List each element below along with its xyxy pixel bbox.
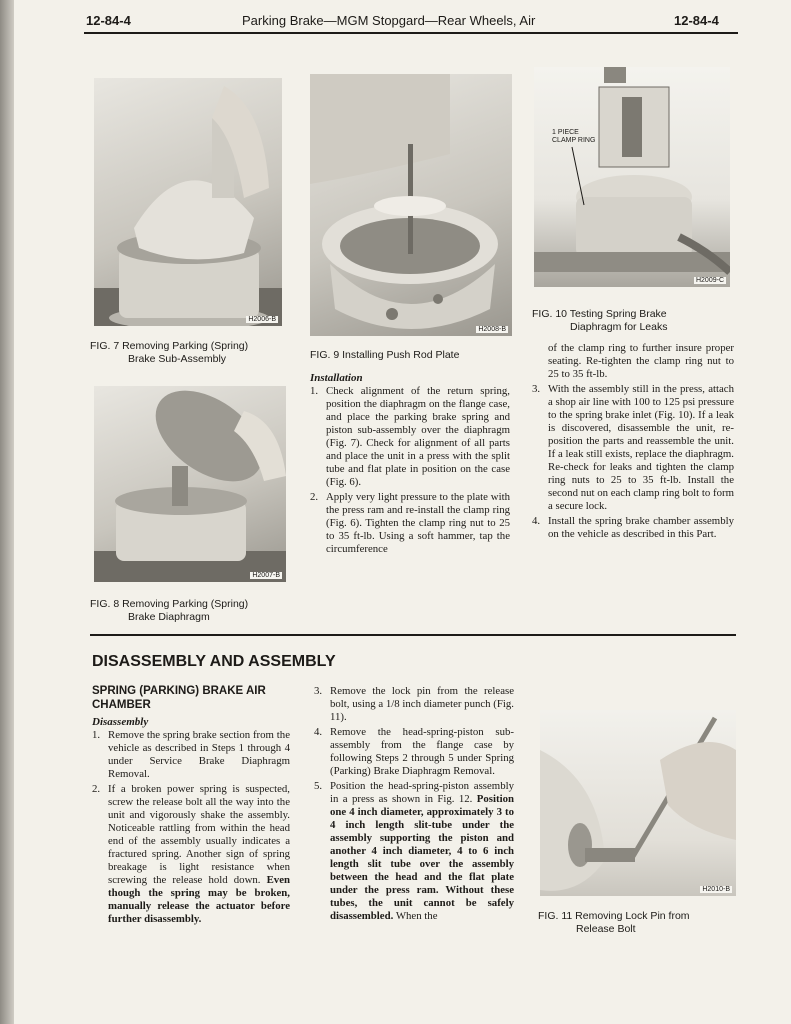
fig7-caption-line2: Brake Sub-Assembly — [128, 353, 227, 365]
installation-heading: Installation — [310, 372, 363, 384]
subsection-title — [92, 684, 290, 712]
step-text: Check alignment of the return spring, position the diaphragm on the flange case, and place the parking brake spring and piston sub-assembly over the diaphragm (Fig. 7). Check for alignment of all parts and place the unit in a press with the split tube and flat plate in position on the case (Fig. 6). — [326, 385, 510, 488]
subsection-title-line1: SPRING (PARKING) BRAKE AIR — [92, 685, 266, 697]
brake-assembly-illustration — [94, 78, 282, 326]
disassembly-step-2 — [92, 783, 290, 926]
diaphragm-illustration — [94, 386, 286, 582]
step-warning: Even though the spring may be broken, manually release the actuator before further disassembly. — [108, 874, 290, 925]
disassembly-step-5 — [314, 780, 514, 923]
fig10-code: H2009-C — [695, 277, 724, 284]
fig10-caption-line1: FIG. 10 Testing Spring Brake — [532, 308, 667, 320]
page-title: Parking Brake—MGM Stopgard—Rear Wheels, Air — [242, 13, 536, 28]
installation-step-2 — [310, 491, 510, 556]
disassembly-subheading: Disassembly — [92, 716, 149, 728]
page-number-left: 12-84-4 — [86, 13, 131, 28]
fig10-caption-line2: Diaphragm for Leaks — [570, 321, 668, 333]
step-text: Remove the lock pin from the release bolt, using a 1/8 inch diameter punch (Fig. 11). — [330, 685, 514, 723]
spring-brake-test-illustration — [534, 67, 730, 287]
step-number: 3. — [314, 685, 323, 697]
section-title: DISASSEMBLY AND ASSEMBLY — [92, 653, 336, 670]
fig7-caption — [90, 340, 248, 366]
step-text: With the assembly still in the press, attach a shop air line with 100 to 125 psi pressure to the spring brake inlet (Fig. 10). If a leak is discovered, disassemble the unit, re-position the parts and reassemble the unit. If a leak still exists, replace the diaphragm. Re-check for leaks and tighten the clamp ring nuts to 25 to 35 ft-lb. Install the second nut on each clamp ring bolt to form a secure lock. — [548, 383, 734, 512]
fig11-photo — [540, 710, 736, 896]
fig7-code: H2006-B — [248, 316, 276, 323]
fig10-callout — [552, 129, 595, 145]
header-rule — [84, 32, 738, 34]
step-number: 1. — [310, 385, 319, 397]
fig11-caption — [538, 910, 690, 936]
installation-section — [310, 372, 510, 558]
step-number: 3. — [532, 383, 541, 395]
push-rod-plate-illustration — [310, 74, 512, 336]
fig9-photo — [310, 74, 512, 336]
step-text: Apply very light pressure to the plate with the press ram and re-install the clamp ring (Fig. 6). Tighten the clamp ring nut to 25 to 35 ft-lb. Using a soft hammer, tap the circumference — [326, 491, 510, 555]
installation-steps-continued — [532, 383, 734, 541]
book-spine-shadow — [0, 0, 14, 1024]
disassembly-step-4 — [314, 726, 514, 778]
step-number: 1. — [92, 729, 101, 741]
step-text-tail: When the — [395, 910, 438, 922]
fig7-caption-line1: FIG. 7 Removing Parking (Spring) — [90, 340, 249, 352]
fig10-callout-line1: 1 PIECE — [552, 129, 579, 136]
installation-step-4 — [532, 515, 734, 541]
page-number-right: 12-84-4 — [674, 13, 719, 28]
disassembly-middle-column — [314, 685, 514, 925]
fig9-code: H2008-B — [478, 326, 506, 333]
disassembly-left-column — [92, 684, 290, 928]
step-text: Remove the spring brake section from the vehicle as described in Steps 1 through 4 under Service Brake Diaphragm Removal. — [108, 729, 290, 780]
step-warning: Position one 4 inch diameter, approximately 3 to 4 inch length slit-tube under the assembly supporting the piston and another 4 inch diameter, 4 to 6 inch length slit tube over the assembly between the head and the flat plate under the press ram. Without these tubes, the unit cannot be safely disassembled. — [330, 793, 514, 922]
installation-continuation: of the clamp ring to further insure proper seating. Re-tighten the clamp ring nut to 25 to 35 ft-lb. — [548, 342, 734, 380]
disassembly-steps-left — [92, 729, 290, 926]
installation-step-3 — [532, 383, 734, 513]
installation-step-1 — [310, 385, 510, 489]
subsection-title-line2: CHAMBER — [92, 699, 151, 711]
fig8-caption-line1: FIG. 8 Removing Parking (Spring) — [90, 598, 249, 610]
disassembly-step-3 — [314, 685, 514, 724]
step-number: 2. — [92, 783, 101, 795]
fig8-code: H2007-B — [252, 572, 280, 579]
fig11-caption-line1: FIG. 11 Removing Lock Pin from — [538, 910, 690, 922]
step-text: Install the spring brake chamber assembly on the vehicle as described in this Part. — [548, 515, 734, 540]
disassembly-step-1 — [92, 729, 290, 781]
fig11-caption-line2: Release Bolt — [576, 923, 636, 935]
step-text: Position the head-spring-piston assembly in a press as shown in Fig. 12. — [330, 780, 514, 805]
fig9-caption: FIG. 9 Installing Push Rod Plate — [310, 349, 460, 361]
step-number: 2. — [310, 491, 319, 503]
fig7-photo — [94, 78, 282, 326]
installation-continued — [532, 342, 734, 543]
step-text: Remove the head-spring-piston sub-assembly from the flange case by following Steps 2 through 5 under Spring (Parking) Brake Diaphragm Removal. — [330, 726, 514, 777]
disassembly-steps-middle — [314, 685, 514, 923]
fig10-caption — [532, 308, 667, 334]
installation-steps — [310, 385, 510, 556]
fig10-photo — [534, 67, 730, 287]
step-text: If a broken power spring is suspected, screw the release bolt all the way into the unit and vigorously shake the assembly. Noticeable rattling from within the head end of the assembly usually indicates a fractured spring. Another sign of spring breakage is light resistance when screwing the release hold down. — [108, 783, 290, 886]
step-number: 4. — [532, 515, 541, 527]
lock-pin-removal-illustration — [540, 710, 736, 896]
fig10-callout-line2: CLAMP RING — [552, 137, 596, 144]
step-number: 4. — [314, 726, 323, 738]
step-number: 5. — [314, 780, 323, 792]
manual-page — [14, 0, 791, 1024]
section-rule — [90, 634, 736, 636]
fig8-photo — [94, 386, 286, 582]
fig11-code: H2010-B — [702, 886, 730, 893]
fig8-caption — [90, 598, 248, 624]
fig8-caption-line2: Brake Diaphragm — [128, 611, 210, 623]
